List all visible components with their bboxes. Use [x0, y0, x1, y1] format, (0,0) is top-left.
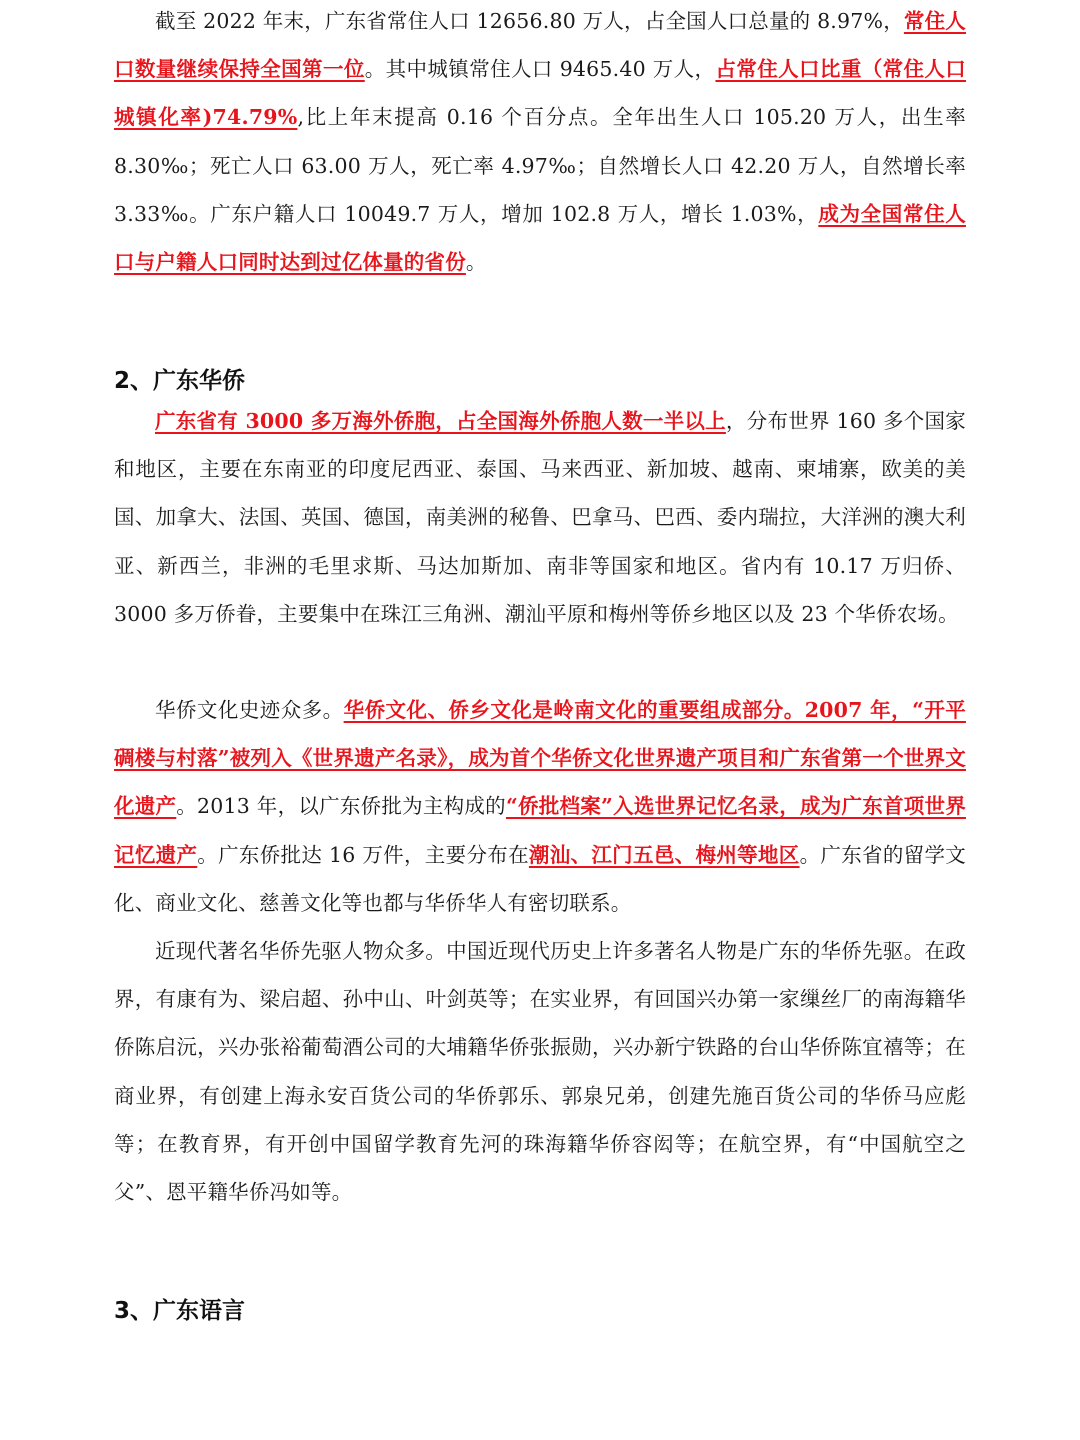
text-run: 截至 2022 年末，广东省常住人口 12656.80 万人，占全国人口总量的 8.97%，: [155, 9, 904, 33]
pioneers-paragraph: [114, 927, 966, 1216]
population-paragraph: [114, 0, 966, 286]
overseas-culture-paragraph: [114, 686, 966, 927]
section-heading-language: 3、广东语言: [114, 1298, 246, 1324]
text-run: 。其中城镇常住人口 9465.40 万人，: [364, 57, 716, 82]
section-heading-overseas-chinese: 2、广东华侨: [114, 368, 246, 394]
highlight-run: 华侨文化、侨乡文化是岭南文化的重要组成部分。2007 年，“开平碉楼与村落”被列入《世界遗产名录》，成为首个华侨文化世界遗产项目和广东省第一个世界文化遗产: [114, 698, 966, 819]
highlight-run: 广东省有 3000 多万海外侨胞，占全国海外侨胞人数一半以上: [155, 409, 726, 433]
text-run: 。: [465, 250, 487, 275]
text-run: 。广东省的留学文化、商业文化、慈善文化等也都与华侨华人有密切联系。: [114, 842, 966, 915]
text-run: 近现代著名华侨先驱人物众多。中国近现代历史上许多著名人物是广东的华侨先驱。在政界，有康有为、梁启超、孙中山、叶剑英等；在实业界，有回国兴办第一家缫丝厂的南海籍华侨陈启沅，兴办张裕葡萄酒公司的大埔籍华侨张振勋，兴办新宁铁路的台山华侨陈宜禧等；在商业界，有创建上海永安百货公司的华侨郭乐、郭泉兄弟，创建先施百货公司的华侨马应彪等；在教育界，有开创中国留学教育先河的珠海籍华侨容闳等；在航空界，有“中国航空之父”、恩平籍华侨冯如等。: [114, 939, 966, 1205]
text-run: 。2013 年，以广东侨批为主构成的: [176, 794, 506, 819]
overseas-distribution-paragraph: [114, 397, 966, 638]
text-run: ，分布世界 160 多个国家和地区，主要在东南亚的印度尼西亚、泰国、马来西亚、新加坡、越南、柬埔寨，欧美的美国、加拿大、法国、英国、德国，南美洲的秘鲁、巴拿马、巴西、委内瑞拉，大洋洲的澳大利亚、新西兰，非洲的毛里求斯、马达加斯加、南非等国家和地区。省内有 10.17 万归侨、3000 多万侨眷，主要集中在珠江三角洲、潮汕平原和梅州等侨乡地区以及 23 个华侨农场。: [114, 409, 966, 626]
highlight-run: “侨批档案”入选世界记忆名录，成为广东首项世界记忆遗产: [114, 794, 966, 867]
text-run: 华侨文化史迹众多。: [155, 698, 344, 722]
text-run: ,比上年末提高 0.16 个百分点。全年出生人口 105.20 万人，出生率 8.30‰；死亡人口 63.00 万人，死亡率 4.97‰；自然增长人口 42.20 万人，自然增长率 3.33‰。广东户籍人口 10049.7 万人，增加 102.8 万人，增长 1.03%，: [114, 105, 966, 226]
highlight-run: 常住人口数量继续保持全国第一位: [114, 9, 966, 82]
highlight-run: 占常住人口比重（常住人口城镇化率)74.79%: [114, 57, 966, 130]
highlight-run: 潮汕、江门五邑、梅州等地区: [528, 842, 800, 867]
highlight-run: 成为全国常住人口与户籍人口同时达到过亿体量的省份: [114, 201, 966, 275]
text-run: 。广东侨批达 16 万件，主要分布在: [197, 842, 529, 867]
